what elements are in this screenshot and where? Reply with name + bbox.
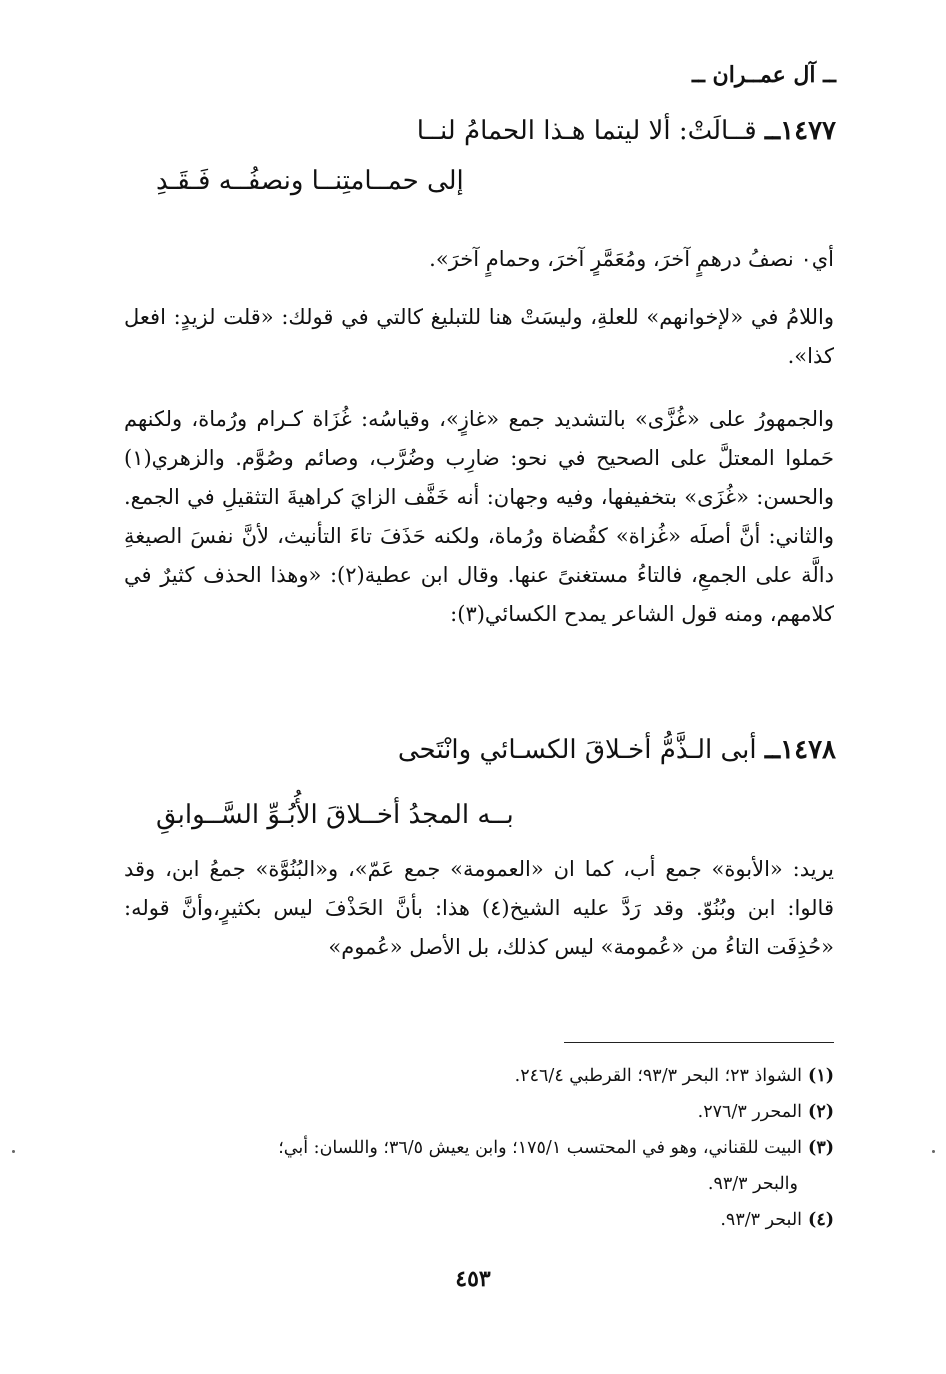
scan-speck <box>932 1150 935 1153</box>
footnote-number: (٣) <box>808 1138 834 1158</box>
footnote-2 <box>124 1094 834 1130</box>
page-number: ٤٥٣ <box>455 1266 491 1292</box>
footnote-3 <box>124 1130 834 1202</box>
paragraph-3: والجمهورُ على «غُزَّى» بالتشديد جمع «غازٍ»، وقياسُه: غُزَاة كـرام ورُماة، ولكنهم حَملوا المعتلَّ على الصحيح في نحو: ضارِب وضُرَّب، وصائم وصُوَّم. والزهري(١) والحسن: «غُزَى» بتخفيفها، وفيه وجهان: أنه خَفَّف الزايَ كراهيةَ التثقيلِ في الجمع. والثاني: أنَّ أصلَه «غُزاة» كقُضاة ورُماة، ولكنه حَذَفَ تاءَ التأنيث، لأنَّ نفسَ الصيغةِ دالَّة على الجمعِ، فالتاءُ مستغنىً عنها. وقال ابن عطية(٢): «وهذا الحذف كثيرٌ في كلامهم، ومنه قول الشاعر يمدح الكسائي(٣): <box>124 407 834 626</box>
footnotes <box>124 1058 834 1238</box>
footnote-number: (١) <box>808 1066 834 1086</box>
footnote-text: البحر ٩٣/٣. <box>720 1210 803 1230</box>
footnote-text: البيت للقناني، وهو في المحتسب ١٧٥/١؛ وابن يعيش ٣٦/٥؛ واللسان: أبي؛ <box>278 1138 803 1158</box>
verse-text: أبى الـذَّمُّ أخـلاقَ الكسـائي وانْتَحى <box>397 735 757 765</box>
footnote-text: الشواذ ٢٣؛ البحر ٩٣/٣؛ القرطبي ٢٤٦/٤. <box>514 1066 803 1086</box>
footnote-divider <box>564 1042 834 1043</box>
paragraph-4: يريد: «الأبوة» جمع أب، كما ان «العمومة» جمع عَمّ»، و«البُنُوَّة» جمعُ ابن، وقد قالوا: ابن وبُنُوّ. وقد رَدَّ عليه الشيخ(٤) هذا: بأنَّ الحَذْفَ ليس بكثيرٍ،وأنَّ قوله: «حُذِفَت التاءُ من «عُمومة» ليس كذلك، بل الأصل «عُموم» <box>124 857 834 959</box>
verse-number: ١٤٧٧ــ <box>764 116 836 146</box>
footnote-1 <box>124 1058 834 1094</box>
verse-1477-line-1 <box>417 116 836 146</box>
verse-1478-line-1 <box>398 735 836 765</box>
verse-number: ١٤٧٨ــ <box>764 735 836 765</box>
scan-speck <box>12 1150 15 1153</box>
verse-1477-line-2: إلى حمــامتِنــا ونصفُــه فَـقَـدِ <box>156 166 464 196</box>
paragraph-2: واللامُ في «لإخوانهم» للعلةِ، وليسَتْ هنا للتبليغ كالتي في قولك: «قلت لزيدٍ: افعل كذا». <box>124 305 834 368</box>
footnote-continuation: والبحر ٩٣/٣. <box>707 1174 798 1194</box>
running-header: ــ آل عمــران ــ <box>692 62 836 88</box>
verse-text: قــالَتْ: ألا ليتما هـذا الحمامُ لنــا <box>416 116 757 146</box>
verse-1478-line-2: بــه المجدُ أخــلاقَ الأُبُـوِّ السَّــوابقِ <box>156 800 514 830</box>
footnote-text: المحرر ٢٧٦/٣. <box>697 1102 803 1122</box>
footnote-number: (٢) <box>808 1102 834 1122</box>
paragraph-1: أي٠ نصفُ درهمٍ آخرَ، ومُعَمَّرٍ آخرَ، وحمامٍ آخرَ». <box>429 247 834 271</box>
footnote-4 <box>124 1202 834 1238</box>
footnote-number: (٤) <box>808 1210 834 1230</box>
